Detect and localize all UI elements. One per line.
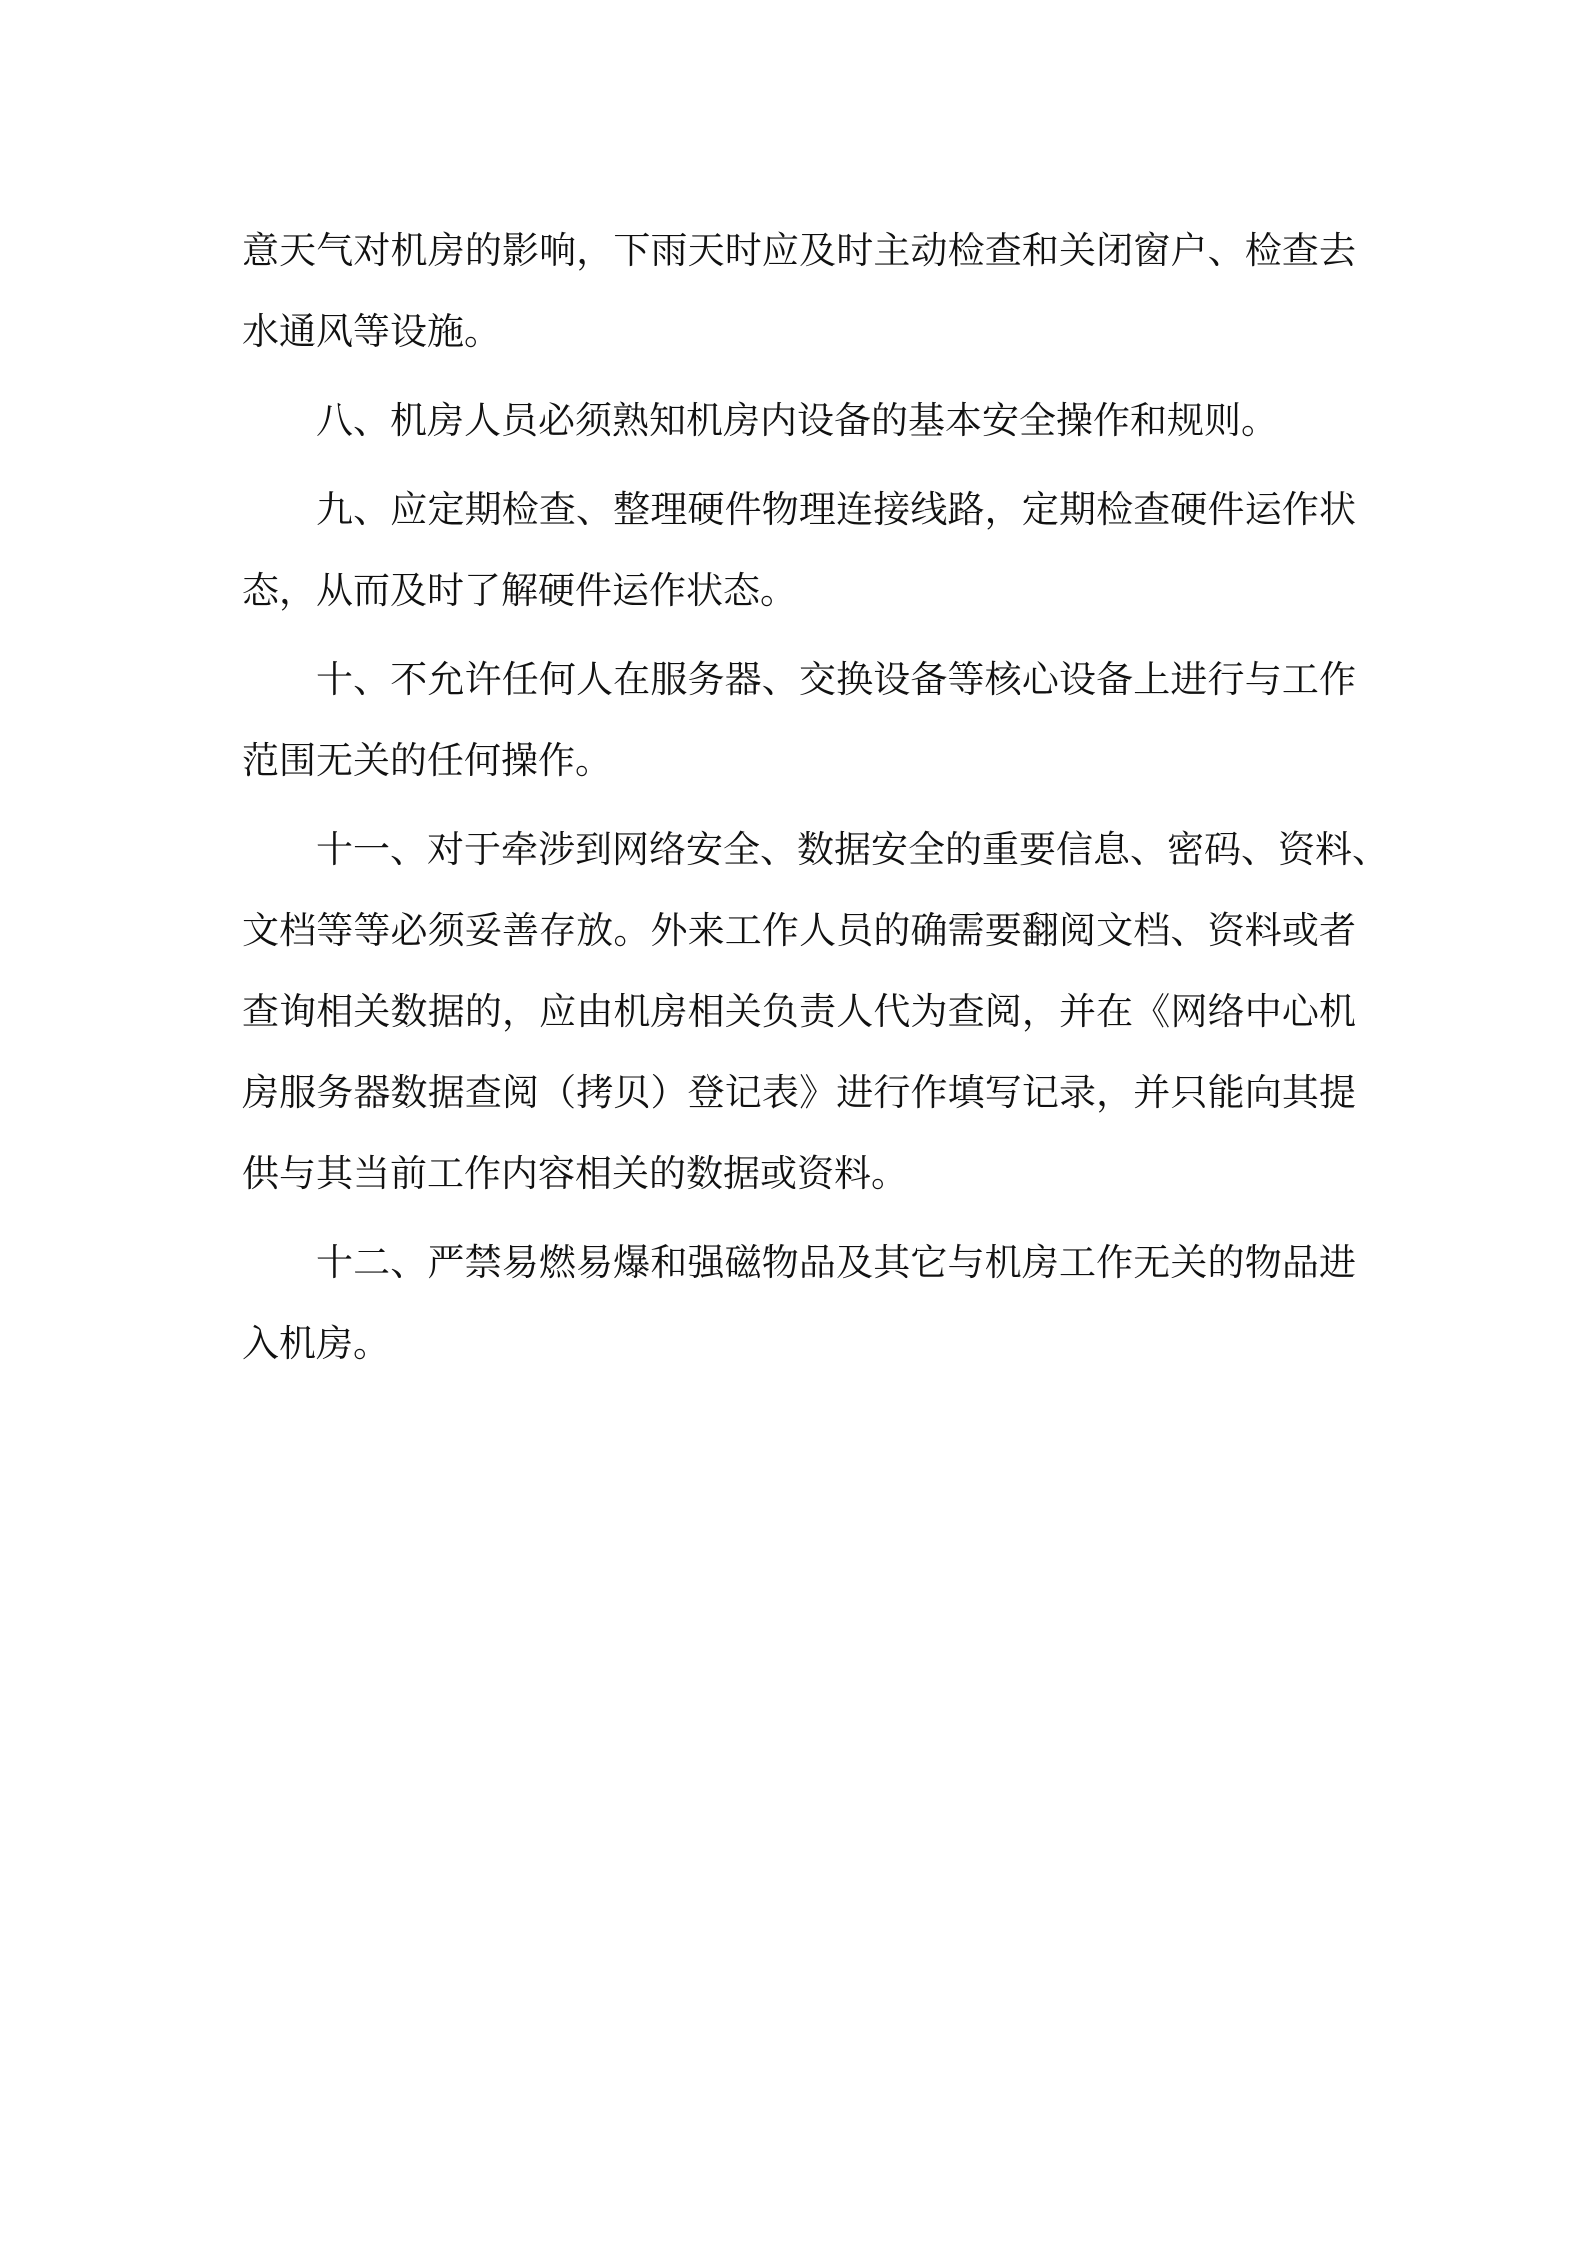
text-line: 态，从而及时了解硬件运作状态。 [242,569,797,612]
text-line: 十、不允许任何人在服务器、交换设备等核心设备上进行与工作 [316,658,1356,701]
document-page [242,210,1389,1392]
text-line: 房服务器数据查阅（拷贝）登记表》进行作填写记录，并只能向其提 [242,1071,1356,1114]
text-line: 九、应定期检查、整理硬件物理连接线路，定期检查硬件运作状 [316,488,1356,531]
text-line: 入机房。 [242,1322,390,1365]
text-line: 水通风等设施。 [242,310,501,353]
text-line: 文档等等必须妥善存放。外来工作人员的确需要翻阅文档、资料或者 [242,909,1356,952]
text-line: 意天气对机房的影响，下雨天时应及时主动检查和关闭窗户、检查去 [242,229,1356,272]
text-line: 八、机房人员必须熟知机房内设备的基本安全操作和规则。 [316,399,1278,442]
paragraph [242,809,1389,1214]
text-line: 供与其当前工作内容相关的数据或资料。 [242,1152,908,1195]
text-line: 查询相关数据的，应由机房相关负责人代为查阅，并在《网络中心机 [242,990,1356,1033]
paragraph [242,469,1356,631]
paragraph [242,380,1356,461]
paragraph [242,639,1356,801]
text-line: 范围无关的任何操作。 [242,739,612,782]
text-line: 十一、对于牵涉到网络安全、数据安全的重要信息、密码、资料、 [316,828,1389,871]
paragraph [242,210,1356,372]
text-line: 十二、严禁易燃易爆和强磁物品及其它与机房工作无关的物品进 [316,1241,1356,1284]
paragraph [242,1222,1356,1384]
